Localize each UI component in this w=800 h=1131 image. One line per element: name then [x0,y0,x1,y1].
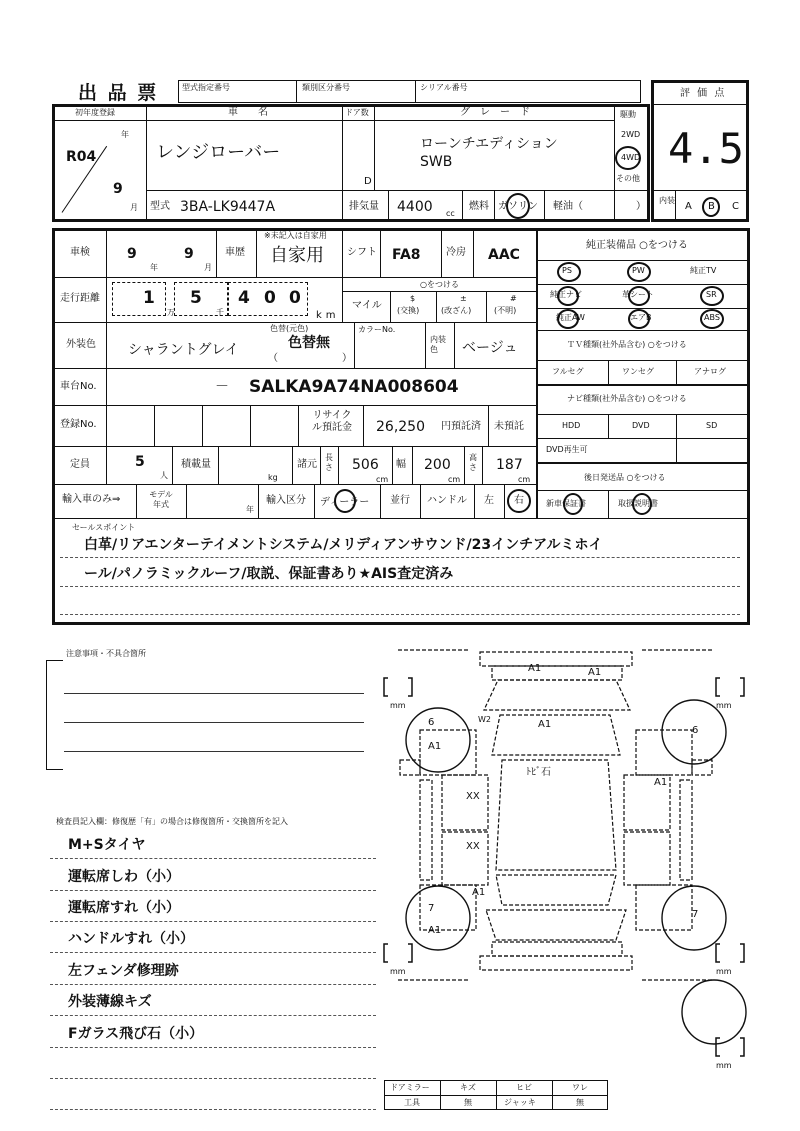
notes-bracket [46,660,63,770]
drive-4wd: 4WD [621,153,641,162]
import-type: ディーラー [320,497,370,508]
color-no-label: カラーNo. [358,325,396,334]
equip-title: 純正装備品 ○をつける [586,240,688,251]
navi-dvd-play: DVD再生可 [546,445,588,454]
man-label: 万 [167,308,175,317]
mm-rr: mm [716,967,732,976]
note-item: M+Sタイヤ [68,837,146,853]
drive-2wd: 2WD [621,130,641,139]
post-title: 後日発送品 ○をつける [584,473,666,482]
vin-dash: － [215,379,229,395]
reg-label: 初年度登録 [75,108,115,117]
mileage-box-man [112,282,166,316]
legend-cell: 無 [464,1098,472,1107]
damage-a1: A1 [428,741,442,752]
shift-label: シフト [347,247,377,258]
color-label: 外装色 [66,339,96,350]
drive-circle [615,146,641,170]
displacement: 4400 [397,199,433,215]
equip-aw-circle [557,309,579,329]
fumei-label: (不明) [494,306,517,315]
sales-label: セールスポイント [72,523,136,532]
int-color: ベージュ [462,340,518,356]
damage-chip: ﾄﾋﾞ石 [526,767,551,778]
equip-pw: PW [632,266,645,275]
legend-cell: ワレ [572,1083,588,1092]
kokan-sym: $ [410,294,416,303]
vin: SALKA9A74NA008604 [249,377,459,397]
equip-airbag: エアB [630,313,652,322]
capacity-label: 定員 [70,459,90,470]
color-change: 色替無 [288,335,330,351]
note-item: ハンドルすれ（小） [68,931,194,947]
history: 自家用 [270,245,324,266]
interior-a: A [685,201,692,212]
length: 506 [352,457,379,473]
cc-label: cc [446,209,455,218]
navi-sd: SD [706,421,718,430]
grade-label: グ レ ー ド [460,107,530,118]
height-label: 高さ [469,453,477,472]
post-manual: 取扱説明書 [618,499,658,508]
reg-month: 9 [113,181,123,197]
color-change-label: 色替(元色) [270,324,309,333]
tire-rr: 7 [692,909,699,920]
equip-airbag-circle [628,309,650,329]
tv-oneseg: ワンセグ [622,367,654,376]
fuel: ガソリン [498,201,538,212]
color-paren-r: ） [342,353,352,364]
interior-circle [702,197,720,217]
maru-label: ○をつける [420,280,459,289]
inspector-label: 検査員記入欄：修復歴「有」の場合は修復箇所・交換箇所を記入 [56,817,288,826]
legend-cell: ヒビ [516,1083,532,1092]
model-year-nen: 年 [246,505,254,514]
note-item: 運転席すれ（小） [68,900,180,916]
mileage-digit-4: 0 [264,288,276,308]
ac: AAC [488,247,520,263]
class-label: 類別区分番号 [302,83,350,92]
km-label: km [316,310,340,321]
cm-width: cm [448,475,461,484]
equip-aw: 純正AW [556,313,585,322]
mm-fr: mm [716,701,732,710]
width-label: 幅 [396,459,406,470]
form-cert-label: 型式指定番号 [182,83,230,92]
damage-a1: A1 [654,777,668,788]
kaizan-sym: ± [460,294,467,303]
sheet-title: 出 品 票 [78,82,159,104]
mileage-label: 走行距離 [60,293,100,304]
handle-left: 左 [484,495,494,506]
damage-a1: A1 [472,887,486,898]
damage-a1: A1 [528,663,542,674]
shaken-label: 車検 [70,247,90,258]
tv-title: ＴＶ種類(社外品含む) ○をつける [567,340,687,349]
note-item: 左フェンダ修理跡 [68,963,179,979]
interior-label: 内装 [659,196,675,205]
mm-fl: mm [390,701,406,710]
diesel: 軽油（ [553,201,583,212]
capacity: 5 [135,454,145,470]
equip-abs: ABS [704,313,720,322]
dims-label: 諸元 [297,459,317,470]
navi-title: ナビ種類(社外品含む) ○をつける [567,394,687,403]
shift: FA8 [392,247,421,263]
shaken-nen: 年 [150,263,158,272]
serial-label: シリアル番号 [420,83,468,92]
shaken-year: 9 [127,246,137,262]
parallel: 並行 [390,495,410,506]
note-item: 外装薄線キズ [68,994,152,1010]
equip-navi: 純正ナビ [550,290,582,299]
equip-ps: PS [562,266,572,275]
import-type-label: 輸入区分 [266,495,306,506]
equip-leather-circle [628,286,650,306]
tsuki-label: 月 [130,203,138,212]
score-value: 4.5 [668,124,744,173]
car-diagram [380,640,750,1080]
car-name: レンジローバー [156,142,281,163]
recycle: 26,250 [376,419,425,435]
mileage-digit-3: 4 [238,288,250,308]
drive-other: その他 [616,174,640,183]
equip-pw-circle [627,262,651,282]
shaken-month: 9 [184,246,194,262]
nen-label: 年 [121,130,129,139]
mileage-digit-1: 1 [143,288,155,308]
equip-sr-circle [700,286,724,306]
tire-fl: 6 [428,717,435,728]
height: 187 [496,457,523,473]
damage-xx: XX [466,841,480,852]
equip-sr: SR [706,290,717,299]
load-label: 積載量 [181,459,211,470]
kokan-label: (交換) [397,306,420,315]
tire-fr: 6 [692,725,699,736]
model-year-label: モデル年式 [149,490,173,509]
navi-hdd: HDD [562,421,581,430]
doors-label: ドア数 [345,108,369,117]
mm-spare: mm [716,1061,732,1070]
navi-dvd: DVD [632,421,650,430]
legend-cell: キズ [460,1083,476,1092]
interior-c: C [732,201,739,212]
mm-rl: mm [390,967,406,976]
grade2: SWB [420,154,453,170]
notes-label: 注意事項・不具合箇所 [66,649,146,658]
mile-label: マイル [352,300,382,311]
damage-xx: XX [466,791,480,802]
import-circle [334,489,356,513]
fuel-circle [506,193,530,219]
damage-a1: A1 [428,925,442,936]
mileage-digit-5: 0 [289,288,301,308]
name-label: 車 名 [228,107,268,118]
import-label: 輸入車のみ⇒ [62,494,121,505]
color-paren-l: （ [268,353,278,364]
recycle-unpaid: 未預託 [494,421,524,432]
int-color-label: 内装色 [430,335,446,354]
post-warranty: 新車保証書 [546,499,586,508]
reg-year: R04 [66,149,97,165]
legend-cell: 工具 [404,1098,420,1107]
legend-cell: ジャッキ [504,1098,536,1107]
diesel-close: ） [636,201,646,212]
recycle-label: リサイクル預託金 [312,410,352,433]
ac-label: 冷房 [446,247,466,258]
sen-label: 千 [216,308,224,317]
post-warranty-circle [563,493,583,515]
history-label: 車歴 [225,247,245,258]
tv-fullseg: フルセグ [552,367,584,376]
fumei-sym: # [510,294,517,303]
kg-label: kg [268,473,278,482]
equip-tv: 純正TV [690,266,717,275]
model-label: 型式 [150,201,170,212]
score-label: 評 価 点 [680,88,727,99]
legend-cell: ドアミラー [390,1083,430,1092]
kaizan-label: (改ざん) [441,306,472,315]
damage-a1: A1 [538,719,552,730]
post-manual-circle [632,493,652,515]
width: 200 [424,457,451,473]
note-item: 運転席しわ（小） [68,869,180,885]
sales-line-2: ール/パノラミックルーフ/取説、保証書あり★AIS査定済み [84,566,454,582]
equip-navi-circle [557,286,579,306]
grade: ローンチエディション [420,136,558,152]
len-label: 長さ [325,453,333,472]
fuel-label: 燃料 [469,201,489,212]
tire-rl: 7 [428,903,435,914]
cm-height: cm [518,475,531,484]
model: 3BA-LK9447A [180,199,276,215]
equip-ps-circle [557,262,581,282]
handle-label: ハンドル [427,495,467,506]
vin-label: 車台No. [60,381,97,392]
doors-d: D [364,176,372,187]
handle-right: 右 [514,495,524,506]
damage-a1: A1 [588,667,602,678]
note-item: Fガラス飛び石（小） [68,1026,204,1042]
shaken-tsuki: 月 [204,263,212,272]
interior-b: B [708,201,715,212]
handle-circle [507,489,531,513]
mileage-digit-2: 5 [190,288,202,308]
legend-cell: 無 [576,1098,584,1107]
cm-len: cm [376,475,389,484]
drive-label: 駆動 [620,110,636,119]
history-note: ※未記入は自家用 [264,231,327,240]
equip-leather: 革シート [622,290,654,299]
recycle-status: 円預託済 [441,421,481,432]
sales-line-1: 白革/リアエンターテイメントシステム/メリディアンサウンド/23インチアルミホイ [84,537,603,553]
nin-label: 人 [160,471,168,480]
reg-no-label: 登録No. [60,419,97,430]
color: シャラントグレイ [128,342,239,358]
damage-w2: W2 [478,715,491,724]
tv-analog: アナログ [694,367,726,376]
equip-abs-circle [700,309,724,329]
disp-label: 排気量 [349,201,379,212]
